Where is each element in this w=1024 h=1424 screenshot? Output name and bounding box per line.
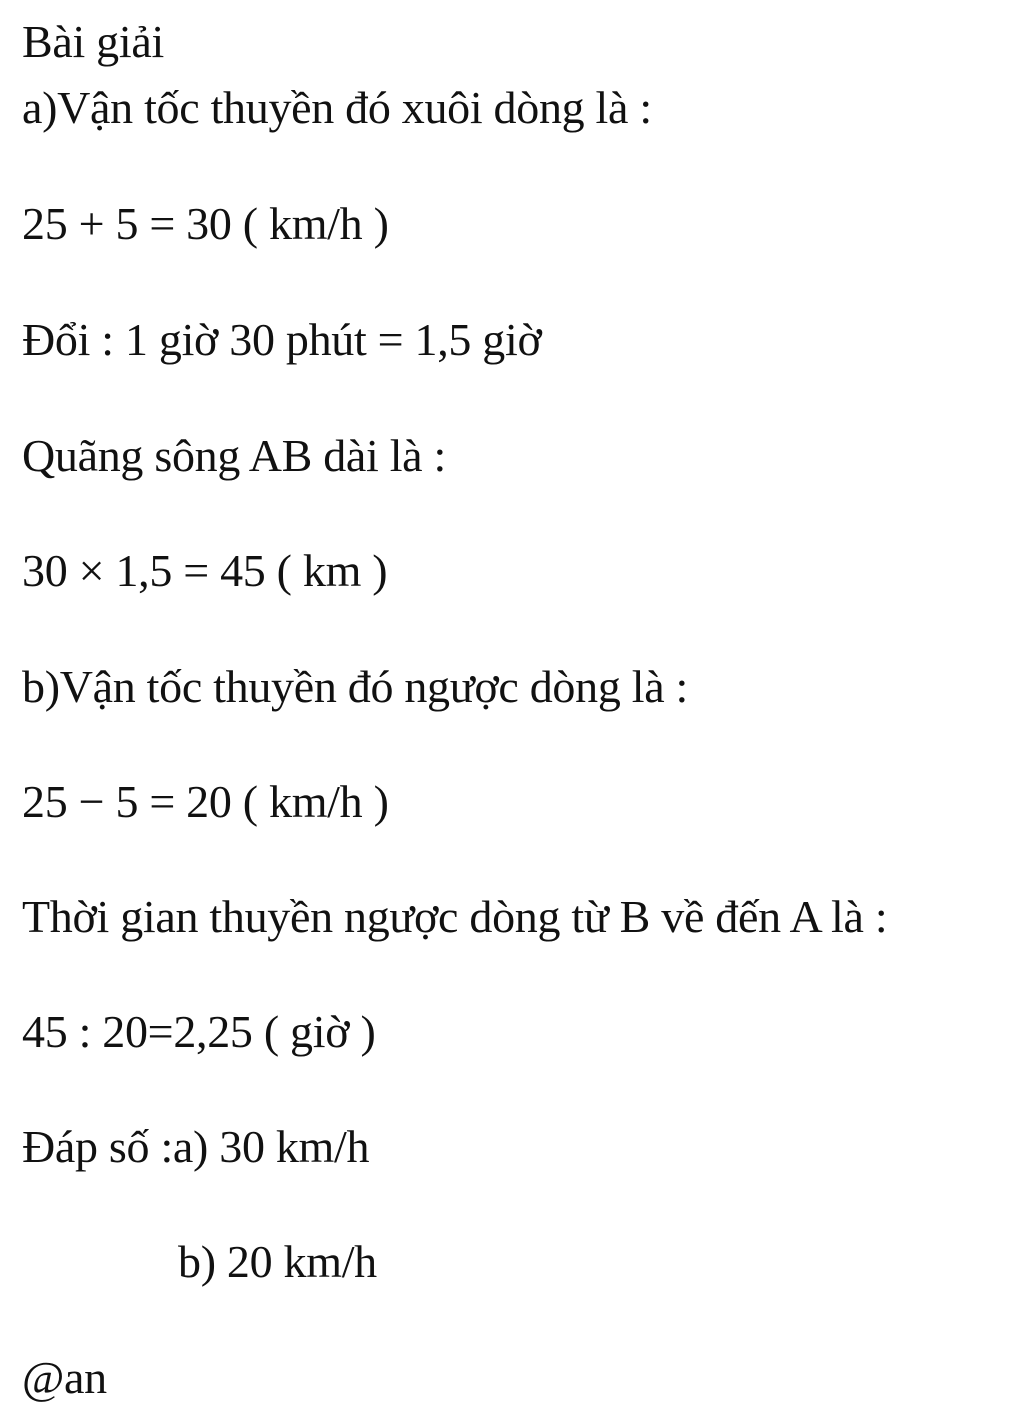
distance-calculation: 30 × 1,5 = 45 ( km ) bbox=[22, 545, 388, 596]
solution-title: Bài giải bbox=[22, 16, 164, 67]
distance-heading: Quãng sông AB dài là : bbox=[22, 430, 446, 481]
time-heading: Thời gian thuyền ngược dòng từ B về đến A là : bbox=[22, 891, 888, 942]
time-conversion: Đổi : 1 giờ 30 phút = 1,5 giờ bbox=[22, 314, 542, 365]
time-calculation: 45 : 20=2,25 ( giờ ) bbox=[22, 1006, 376, 1057]
answer-b: b) 20 km/h bbox=[178, 1236, 377, 1287]
upstream-speed-calculation: 25 − 5 = 20 ( km/h ) bbox=[22, 776, 389, 827]
downstream-speed-calculation: 25 + 5 = 30 ( km/h ) bbox=[22, 198, 389, 249]
author-signature: @an bbox=[22, 1352, 107, 1403]
part-b-heading: b)Vận tốc thuyền đó ngược dòng là : bbox=[22, 661, 689, 712]
part-a-heading: a)Vận tốc thuyền đó xuôi dòng là : bbox=[22, 82, 652, 133]
answer-a: Đáp số :a) 30 km/h bbox=[22, 1121, 370, 1172]
